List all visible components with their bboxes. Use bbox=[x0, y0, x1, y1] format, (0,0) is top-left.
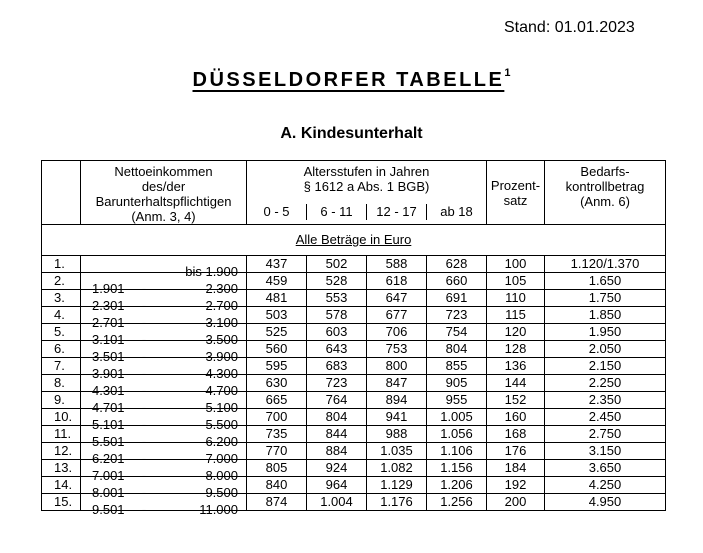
duesseldorf-table bbox=[41, 160, 666, 517]
amount-ab-18: 1.156 bbox=[426, 460, 486, 476]
row-number: 6. bbox=[42, 341, 81, 358]
amount-12-17: 1.035 bbox=[366, 443, 426, 459]
income-from: 5.501 bbox=[92, 434, 125, 449]
amount-ab-18: 691 bbox=[426, 290, 486, 306]
row-number: 7. bbox=[42, 358, 81, 375]
amount-6-11: 844 bbox=[306, 426, 366, 442]
income-range bbox=[81, 392, 247, 415]
amount-12-17: 677 bbox=[366, 307, 426, 323]
header-bedarfskontrollbetrag bbox=[545, 161, 666, 225]
table-header-row bbox=[42, 161, 666, 225]
header-netto-line: Nettoeinkommen bbox=[114, 164, 213, 179]
income-from: 2.701 bbox=[92, 315, 125, 330]
income-range bbox=[81, 443, 247, 466]
income-dash: - bbox=[142, 400, 147, 415]
amount-6-11: 603 bbox=[306, 324, 366, 340]
prozentsatz-value: 184 bbox=[487, 460, 545, 477]
age-amounts bbox=[247, 324, 487, 341]
amount-0-5: 735 bbox=[265, 426, 288, 441]
amount-6-11: 924 bbox=[306, 460, 366, 476]
prozentsatz-value: 192 bbox=[487, 477, 545, 494]
income-dash: - bbox=[142, 451, 147, 466]
table-row bbox=[42, 324, 666, 341]
amount-6-11: 578 bbox=[306, 307, 366, 323]
amount-12-17: 1.129 bbox=[366, 477, 426, 493]
amount-12-17: 618 bbox=[366, 273, 426, 289]
income-dash: - bbox=[142, 434, 147, 449]
amount-0-5: 700 bbox=[265, 409, 288, 424]
age-amounts bbox=[247, 426, 487, 443]
age-group-ab-18: ab 18 bbox=[426, 204, 486, 220]
header-netto bbox=[81, 161, 247, 225]
amount-0-5: 805 bbox=[265, 460, 288, 475]
age-amounts bbox=[247, 307, 487, 324]
amount-6-11: 683 bbox=[306, 358, 366, 374]
table-row bbox=[42, 256, 666, 273]
prozentsatz-value: 200 bbox=[487, 494, 545, 511]
amount-0-5: 481 bbox=[265, 290, 288, 305]
amount-12-17: 941 bbox=[366, 409, 426, 425]
income-range bbox=[81, 307, 247, 330]
amount-6-11: 764 bbox=[306, 392, 366, 408]
income-to: 11.000 bbox=[199, 502, 238, 517]
prozentsatz-value: 144 bbox=[487, 375, 545, 392]
income-from: 8.001 bbox=[92, 485, 125, 500]
amount-0-5: 437 bbox=[265, 256, 288, 271]
income-dash: - bbox=[142, 417, 147, 432]
prozentsatz-value: 115 bbox=[487, 307, 545, 324]
income-dash: - bbox=[142, 298, 147, 313]
bedarfskontrollbetrag-value: 1.650 bbox=[545, 273, 666, 290]
bedarfskontrollbetrag-value: 2.250 bbox=[545, 375, 666, 392]
header-netto-line: (Anm. 3, 4) bbox=[131, 209, 196, 224]
amount-12-17: 894 bbox=[366, 392, 426, 408]
income-to: 4.700 bbox=[205, 383, 238, 398]
income-range bbox=[81, 341, 247, 364]
prozentsatz-value: 176 bbox=[487, 443, 545, 460]
age-amounts bbox=[247, 494, 487, 511]
amount-ab-18: 804 bbox=[426, 341, 486, 357]
age-group-6-11: 6 - 11 bbox=[306, 204, 366, 220]
amount-6-11: 804 bbox=[306, 409, 366, 425]
header-prozentsatz bbox=[487, 161, 545, 225]
table-row bbox=[42, 494, 666, 511]
bedarfskontrollbetrag-value: 2.050 bbox=[545, 341, 666, 358]
amount-0-5: 459 bbox=[265, 273, 288, 288]
amount-ab-18: 905 bbox=[426, 375, 486, 391]
table-row bbox=[42, 307, 666, 324]
age-amounts bbox=[247, 460, 487, 477]
income-to: 3.500 bbox=[205, 332, 238, 347]
page-title bbox=[0, 67, 703, 92]
row-number: 1. bbox=[42, 256, 81, 273]
row-number: 8. bbox=[42, 375, 81, 392]
income-from: 3.501 bbox=[92, 349, 125, 364]
title-footnote-mark: 1 bbox=[504, 67, 511, 79]
age-group-headers bbox=[247, 204, 486, 220]
amount-12-17: 847 bbox=[366, 375, 426, 391]
prozentsatz-value: 136 bbox=[487, 358, 545, 375]
income-to: 3.100 bbox=[205, 315, 238, 330]
amount-0-5: 595 bbox=[265, 358, 288, 373]
bedarfskontrollbetrag-value: 1.750 bbox=[545, 290, 666, 307]
currency-note-row bbox=[42, 225, 666, 256]
amount-0-5: 840 bbox=[265, 477, 288, 492]
row-number: 2. bbox=[42, 273, 81, 290]
prozentsatz-value: 160 bbox=[487, 409, 545, 426]
amount-ab-18: 1.256 bbox=[426, 494, 486, 510]
bedarfskontrollbetrag-value: 4.950 bbox=[545, 494, 666, 511]
bedarfskontrollbetrag-value: 2.750 bbox=[545, 426, 666, 443]
amount-ab-18: 1.106 bbox=[426, 443, 486, 459]
prozentsatz-value: 152 bbox=[487, 392, 545, 409]
prozentsatz-value: 128 bbox=[487, 341, 545, 358]
table-row bbox=[42, 460, 666, 477]
prozentsatz-value: 120 bbox=[487, 324, 545, 341]
amount-0-5: 525 bbox=[265, 324, 288, 339]
income-from: 3.901 bbox=[92, 366, 125, 381]
amount-12-17: 988 bbox=[366, 426, 426, 442]
amount-ab-18: 955 bbox=[426, 392, 486, 408]
income-from: 5.101 bbox=[92, 417, 125, 432]
prozentsatz-value: 100 bbox=[487, 256, 545, 273]
income-to: 9.500 bbox=[205, 485, 238, 500]
header-prozent-line: Prozent- bbox=[490, 178, 541, 193]
row-number: 13. bbox=[42, 460, 81, 477]
row-number: 14. bbox=[42, 477, 81, 494]
income-dash: - bbox=[142, 315, 147, 330]
table-row bbox=[42, 409, 666, 426]
income-from: 1.901 bbox=[92, 281, 125, 296]
amount-6-11: 643 bbox=[306, 341, 366, 357]
header-bedarf-line: Bedarfs- bbox=[580, 164, 630, 179]
amount-0-5: 560 bbox=[265, 341, 288, 356]
bedarfskontrollbetrag-value: 3.650 bbox=[545, 460, 666, 477]
bedarfskontrollbetrag-value: 2.350 bbox=[545, 392, 666, 409]
row-number: 10. bbox=[42, 409, 81, 426]
income-range bbox=[81, 273, 247, 296]
income-range bbox=[81, 290, 247, 313]
age-group-0-5: 0 - 5 bbox=[263, 204, 290, 219]
income-to: 5.500 bbox=[205, 417, 238, 432]
income-dash: - bbox=[142, 281, 147, 296]
bedarfskontrollbetrag-value: 1.950 bbox=[545, 324, 666, 341]
age-amounts bbox=[247, 477, 487, 494]
income-range bbox=[81, 494, 247, 517]
header-alter-line: Altersstufen in Jahren bbox=[303, 164, 430, 179]
amount-12-17: 1.176 bbox=[366, 494, 426, 510]
income-dash: - bbox=[142, 332, 147, 347]
row-number: 3. bbox=[42, 290, 81, 307]
amount-0-5: 770 bbox=[265, 443, 288, 458]
income-to: 7.000 bbox=[205, 451, 238, 466]
table-row bbox=[42, 341, 666, 358]
header-prozent-line: satz bbox=[503, 193, 528, 208]
income-dash: - bbox=[142, 485, 147, 500]
row-number: 12. bbox=[42, 443, 81, 460]
amount-12-17: 706 bbox=[366, 324, 426, 340]
amount-6-11: 723 bbox=[306, 375, 366, 391]
table-row bbox=[42, 375, 666, 392]
section-title: A. Kindesunterhalt bbox=[280, 125, 423, 142]
table-body bbox=[42, 256, 666, 517]
prozentsatz-value: 168 bbox=[487, 426, 545, 443]
amount-12-17: 753 bbox=[366, 341, 426, 357]
amount-ab-18: 723 bbox=[426, 307, 486, 323]
age-amounts bbox=[247, 375, 487, 392]
header-netto-line: Barunterhaltspflichtigen bbox=[95, 194, 232, 209]
income-from: 4.701 bbox=[92, 400, 125, 415]
income-dash: - bbox=[142, 502, 147, 517]
income-range bbox=[81, 426, 247, 449]
amount-0-5: 503 bbox=[265, 307, 288, 322]
table-row bbox=[42, 426, 666, 443]
table-row bbox=[42, 392, 666, 409]
currency-note: Alle Beträge in Euro bbox=[295, 232, 412, 247]
income-dash: - bbox=[142, 349, 147, 364]
age-amounts bbox=[247, 256, 487, 273]
amount-ab-18: 855 bbox=[426, 358, 486, 374]
table-row bbox=[42, 443, 666, 460]
bedarfskontrollbetrag-value: 2.150 bbox=[545, 358, 666, 375]
amount-12-17: 647 bbox=[366, 290, 426, 306]
bedarfskontrollbetrag-value: 1.120/1.370 bbox=[545, 256, 666, 273]
amount-6-11: 964 bbox=[306, 477, 366, 493]
header-bedarf-line: (Anm. 6) bbox=[580, 194, 630, 209]
header-netto-line: des/der bbox=[141, 179, 186, 194]
amount-ab-18: 1.206 bbox=[426, 477, 486, 493]
age-group-12-17: 12 - 17 bbox=[366, 204, 426, 220]
amount-6-11: 502 bbox=[306, 256, 366, 272]
income-range bbox=[81, 256, 247, 279]
amount-ab-18: 754 bbox=[426, 324, 486, 340]
table-row bbox=[42, 358, 666, 375]
income-from: 2.301 bbox=[92, 298, 125, 313]
income-to: 5.100 bbox=[205, 400, 238, 415]
age-amounts bbox=[247, 392, 487, 409]
income-from: 6.201 bbox=[92, 451, 125, 466]
income-to: 8.000 bbox=[205, 468, 238, 483]
age-amounts bbox=[247, 358, 487, 375]
age-amounts bbox=[247, 443, 487, 460]
income-range bbox=[81, 324, 247, 347]
row-number: 11. bbox=[42, 426, 81, 443]
age-amounts bbox=[247, 341, 487, 358]
amount-0-5: 665 bbox=[265, 392, 288, 407]
row-number: 9. bbox=[42, 392, 81, 409]
table-row bbox=[42, 273, 666, 290]
income-to: 3.900 bbox=[205, 349, 238, 364]
row-number: 4. bbox=[42, 307, 81, 324]
amount-ab-18: 628 bbox=[426, 256, 486, 272]
table-row bbox=[42, 290, 666, 307]
income-from: 9.501 bbox=[92, 502, 125, 517]
bedarfskontrollbetrag-value: 4.250 bbox=[545, 477, 666, 494]
header-nr-cell bbox=[42, 161, 81, 225]
prozentsatz-value: 105 bbox=[487, 273, 545, 290]
amount-6-11: 884 bbox=[306, 443, 366, 459]
amount-12-17: 588 bbox=[366, 256, 426, 272]
income-range bbox=[81, 409, 247, 432]
amount-0-5: 630 bbox=[265, 375, 288, 390]
amount-0-5: 874 bbox=[265, 494, 288, 509]
income-to: 4.300 bbox=[205, 366, 238, 381]
row-number: 5. bbox=[42, 324, 81, 341]
income-dash: - bbox=[142, 468, 147, 483]
amount-ab-18: 1.005 bbox=[426, 409, 486, 425]
income-range bbox=[81, 375, 247, 398]
stand-date: Stand: 01.01.2023 bbox=[504, 19, 635, 36]
amount-6-11: 1.004 bbox=[306, 494, 366, 510]
amount-ab-18: 1.056 bbox=[426, 426, 486, 442]
header-alter-line: § 1612 a Abs. 1 BGB) bbox=[303, 179, 430, 194]
amount-ab-18: 660 bbox=[426, 273, 486, 289]
header-altersstufen bbox=[247, 161, 487, 225]
income-to: bis 1.900 bbox=[185, 264, 238, 279]
income-to: 2.300 bbox=[205, 281, 238, 296]
amount-6-11: 553 bbox=[306, 290, 366, 306]
bedarfskontrollbetrag-value: 1.850 bbox=[545, 307, 666, 324]
header-bedarf-line: kontrollbetrag bbox=[565, 179, 645, 194]
prozentsatz-value: 110 bbox=[487, 290, 545, 307]
age-amounts bbox=[247, 290, 487, 307]
amount-6-11: 528 bbox=[306, 273, 366, 289]
bedarfskontrollbetrag-value: 3.150 bbox=[545, 443, 666, 460]
income-dash: - bbox=[142, 383, 147, 398]
amount-12-17: 1.082 bbox=[366, 460, 426, 476]
currency-note-cell bbox=[42, 225, 666, 256]
table-row bbox=[42, 477, 666, 494]
bedarfskontrollbetrag-value: 2.450 bbox=[545, 409, 666, 426]
income-range bbox=[81, 460, 247, 483]
income-dash: - bbox=[142, 366, 147, 381]
age-amounts bbox=[247, 409, 487, 426]
income-from: 3.101 bbox=[92, 332, 125, 347]
income-to: 2.700 bbox=[205, 298, 238, 313]
amount-12-17: 800 bbox=[366, 358, 426, 374]
row-number: 15. bbox=[42, 494, 81, 511]
income-range bbox=[81, 358, 247, 381]
income-from: 4.301 bbox=[92, 383, 125, 398]
age-amounts bbox=[247, 273, 487, 290]
income-range bbox=[81, 477, 247, 500]
title-text: DÜSSELDORFER TABELLE bbox=[192, 69, 505, 91]
income-from: 7.001 bbox=[92, 468, 125, 483]
income-to: 6.200 bbox=[205, 434, 238, 449]
